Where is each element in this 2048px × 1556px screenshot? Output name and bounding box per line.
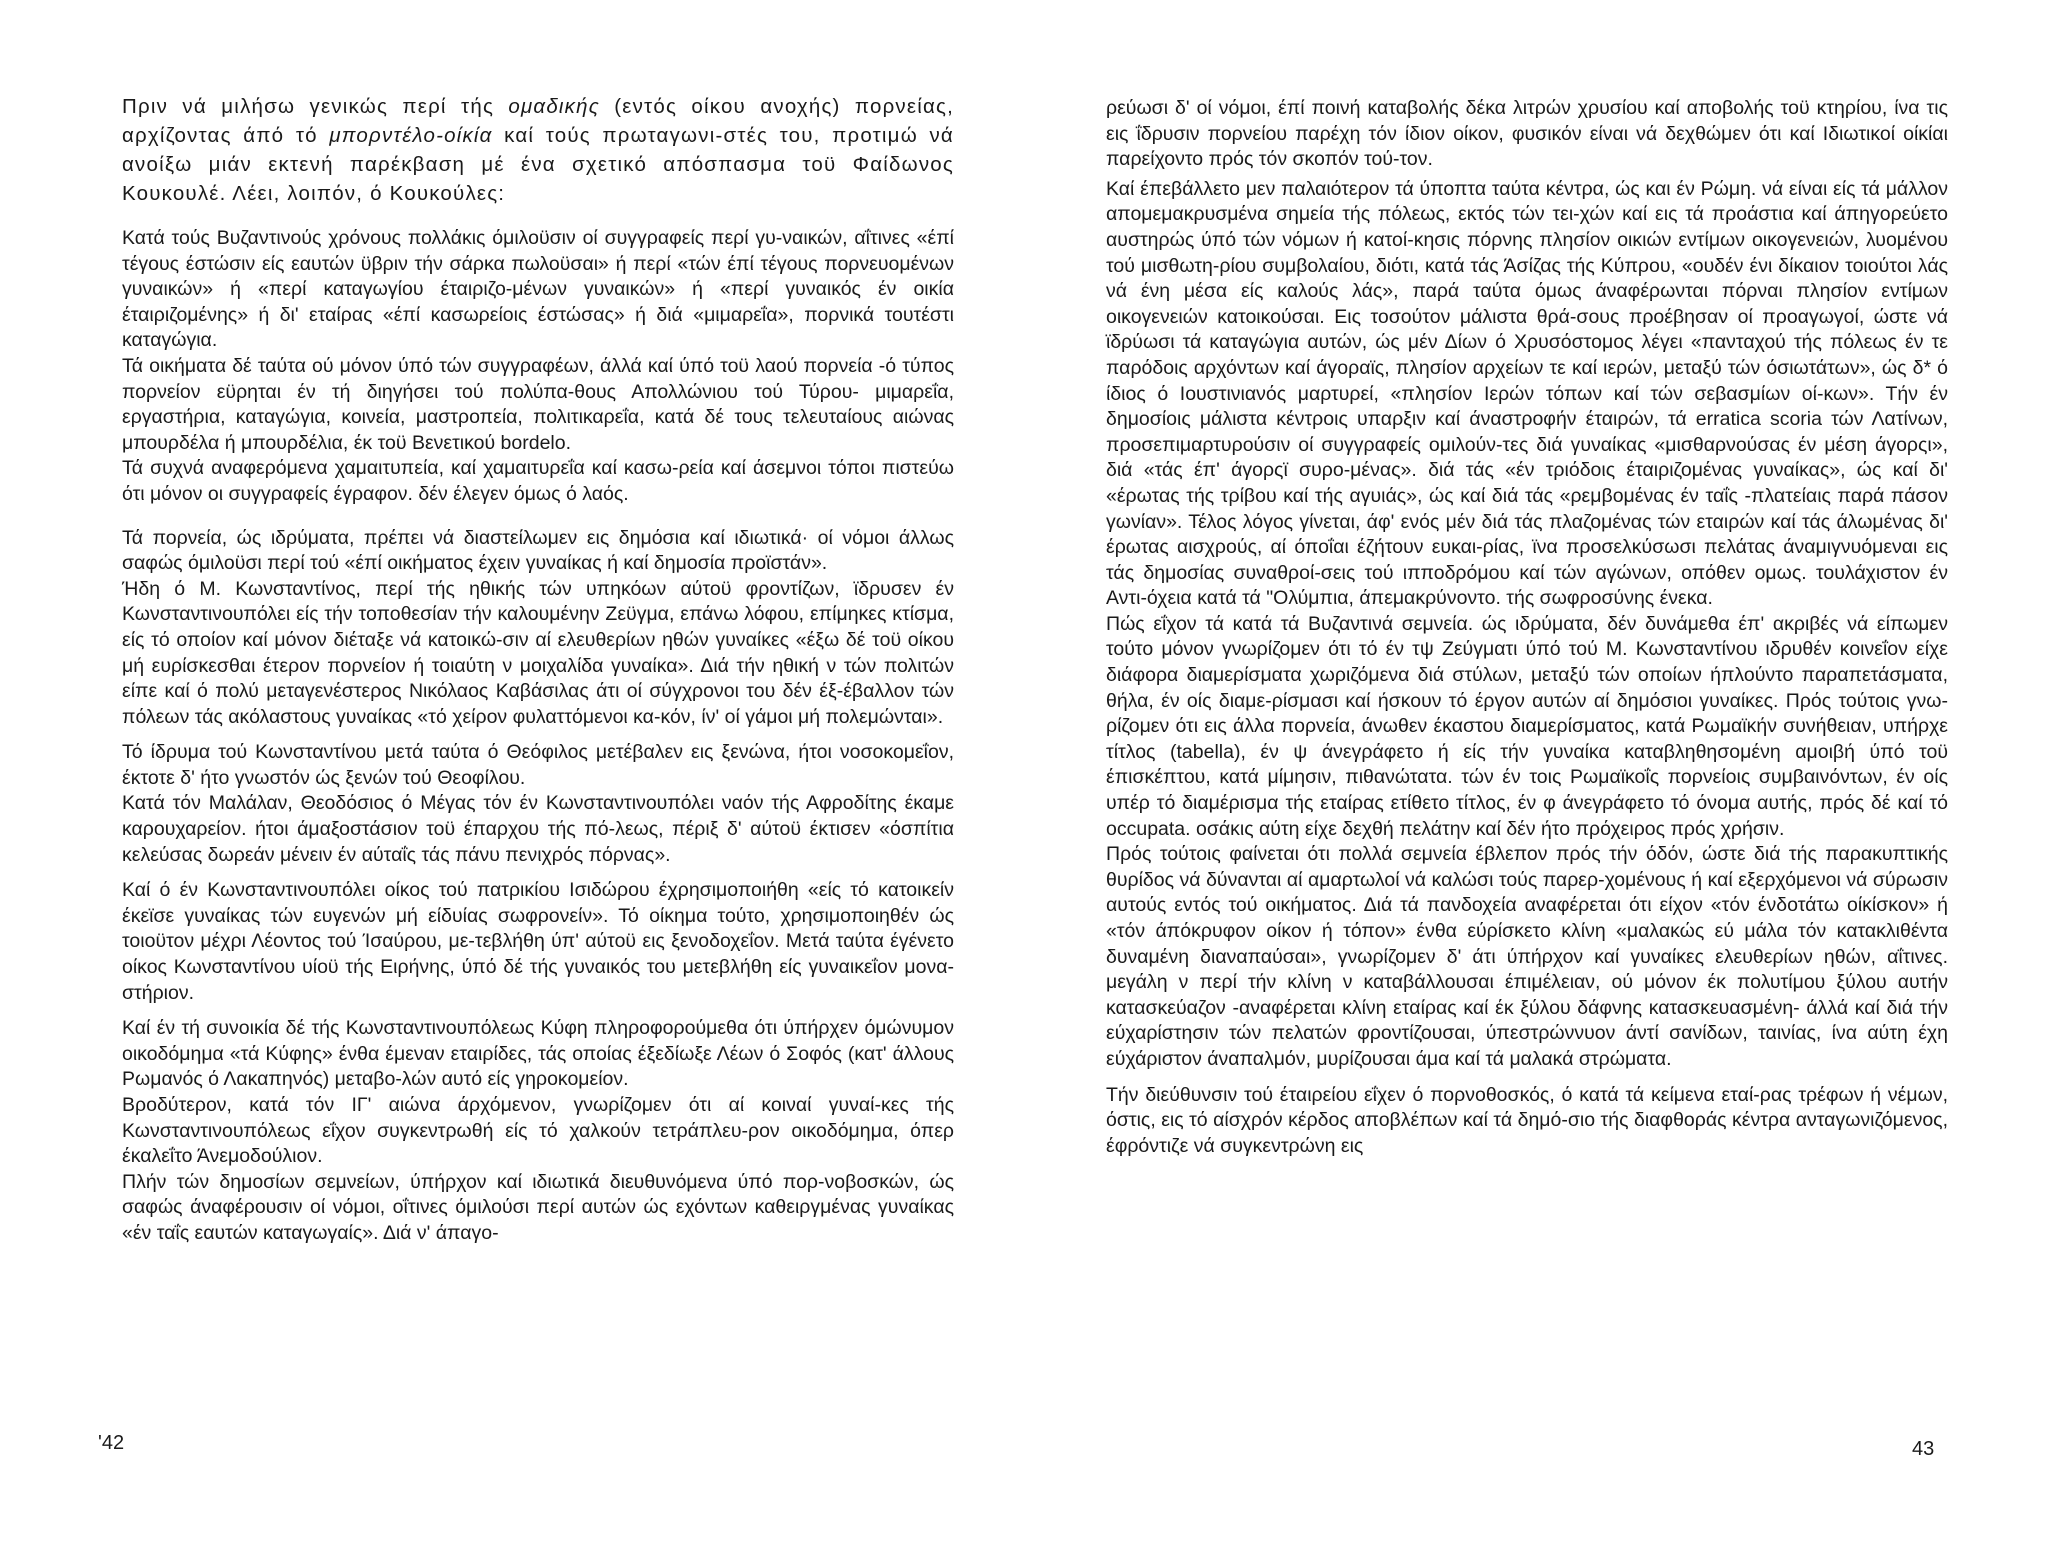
quote-paragraph: Τό ίδρυμα τού Κωνσταντίνου μετά ταύτα ό Θεόφιλος μετέβαλεν εις ξενώνα, ήτοι νοσοκομεΐον, έκτοτε δ' ήτο γνωστόν ώς ξενών τού Θεοφίλου. xyxy=(122,741,954,789)
quote-paragraph: Πώς εΐχον τά κατά τά Βυζαντινά σεμνεία. ώς ιδρύματα, δέν δυνάμεθα έπ' ακριβές νά είπωμεν τούτο μόνον γνωρίζομεν ότι τό έν τψ Ζεύγματι ύπό τού Μ. Κωνσταντίνου ιδρυθέν κοινεΐον είχε διάφορα διαμερίσματα χωριζόμενα διά στύλων, μεταξύ τών οποίων ήπλούντο παραπετάσματα, θήλα, έν οίς διαμε-ρίσμασι καί ήσκουν τό έργον αυτών αί δημόσιοι γυναίκες. Πρός τούτοις γνω-ρίζομεν ότι εις άλλα πορνεία, άνωθεν έκαστου διαμερίσματος, κατά Ρωμαϊκήν συνήθειαν, υπήρχε τίτλος (tabella), έν ψ άνεγράφετο ή είς τήν γυναίκα καταβληθησομένη αμοιβή ύπό τοϋ έπισκέπτου, κατά μίμησιν, πιθανώτατα. τών έν τοις Ρωμαϊκοΐς πορνείοις συμβαινόντων, έν οίς υπέρ τό διαμέρισμα τής εταίρας ετίθετο τίτλος, έν φ άνεγράφετο τό όνομα αυτής, πρός δέ καί τό occupata. οσάκις αύτη είχε δεχθή πελάτην καί δέν ήτο πρόχειρος πρός χρήσιν. xyxy=(1106,612,1948,840)
quote-paragraph: Πλήν τών δημοσίων σεμνείων, ύπήρχον καί ιδιωτικά διευθυνόμενα ύπό πορ-νοβοσκών, ώς σαφώς άναφέρουσιν οί νόμοι, οΐτινες όμιλούσι περί αυτών ώς εχόντων καθειργμένας γυναίκας «έν ταΐς εαυτών καταγωγαίς». Διά ν' άπαγο- xyxy=(122,1170,954,1244)
quote-paragraph: Τά πορνεία, ώς ιδρύματα, πρέπει νά διαστείλωμεν εις δημόσια καί ιδιωτικά· οί νόμοι άλλως σαφώς όμιλοϋσι περί τού «έπί οικήματος έχειν γυναίκας ή καί δημοσία προϊστάν». xyxy=(122,526,954,575)
intro-paragraph xyxy=(122,92,954,208)
quote-paragraph: Τά συχνά αναφερόμενα χαμαιτυπεία, καί χαμαιτυρεΐα καί κασω-ρεία καί άσεμνοι τόποι πιστεύω ότι μόνον οι συγγραφείς έγραφον. δέν έλεγεν όμως ό λαός. xyxy=(122,457,954,505)
quote-paragraph: Τήν διεύθυνσιν τού έταιρείου εΐχεν ό πορνοθοσκός, ό κατά τά κείμενα εταί-ρας τρέφων ή νέμων, όστις, εις τό αίσχρόν κέρδος αποβλέπων καί τά δημό-σιο τής διαφθοράς κέντρα ανταγωνιζόμενος, έφρόντιζε νά συγκεντρώνη εις xyxy=(1106,1083,1948,1157)
page-number: 43 xyxy=(1912,1438,1935,1460)
quote-paragraph: Καί ό έν Κωνσταντινουπόλει οίκος τού πατρικίου Ισιδώρου έχρησιμοποιήθη «είς τό κατοικείν έκεϊσε γυναίκας τών ευγενών μή είδυίας σωφρονείν». Τό οίκημα τούτο, χρησιμοποιηθέν ώς τοιοϋτον μέχρι Λέοντος τού Ίσαύρου, με-τεβλήθη ύπ' αύτοϋ εις ξενοδοχεΐον. Μετά ταύτα έγένετο οίκος Κωνσταντίνου υίοϋ τής Ειρήνης, ύπό δέ τής γυναικός του μετεβλήθη είς γυναικεΐον μονα-στήριον. xyxy=(122,879,954,1004)
intro-italic-1: ομαδικής xyxy=(508,95,600,118)
intro-text-2: (εντός οίκου ανοχής) πορνείας, αρχίζοντας άπό τό xyxy=(122,95,954,147)
quote-paragraph: Καί έπεβάλλετο μεν παλαιότερον τά ύποπτα ταύτα κέντρα, ώς και έν Ρώμη. νά είναι είς τά μάλλον απομεμακρυσμένα σημεία τής πόλεως, εκτός τών τει-χών καί εις τά προάστια καί άπηγορεύετο αυστηρώς ύπό τών νόμων ή κατοί-κησις πόρνης πλησίον οικιών εντίμων οικογενειών, λυομένου τού μισθωτη-ρίου συμβολαίου, διότι, κατά τάς Άσίζας τής Κύπρου, «ουδέν ένι δίκαιον τοιούτοι λάς νά ένη μέσα είς καλούς λάς», παρά ταύτα όμως άναφέρωνται πόρναι πλησίον εντίμων οικογενειών κατοικούσαι. Εις τοσούτον μάλιστα θρά-σους προέβησαν οί προαγωγοί, ώστε νά ϊδρύωσι τά καταγώγια αυτών, ώς μέν Δίων ό Χρυσόστομος λέγει «πανταχού τής πόλεως έν τε παρόδοις αρχόντων καί άγοραϊς, πλησίον αρχείων τε καί ιερών, μεταξύ τών όσιωτάτων», ώς δ* ό ίδιος ό Ιουστινιανός μαρτυρεί, «πλησίον Ιερών τόπων καί τών σεβασμίων οί-κων». Τήν έν δημοσίοις μάλιστα κέντροις υπαρξιν καί άναστροφήν έταιρών, τά erratica scoria τών Λατίνων, προσεπιμαρτυρούσιν οί συγγραφείς ομιλούν-τες διά γυναίκας «μισθαρνούσας έν μέση άγορςι», διά «τάς έπ' άγορςϊ συρο-μένας». διά τάς «έν τριόδοις έταιριζομένας γυναίκας», ώς καί δι' «έρωτας τής τρίβου καί τής αγυιάς», ώς καί διά τάς «ρεμβομένας έν ταΐς -πλατείαις παρά πάσον γωνίαν». Τέλος λόγος γίνεται, άφ' ενός μέν διά τάς πλαζομένας τών εταιρών καί τάς άλωμένας δι' έρωτας αισχρούς, αί όποΐαι έζήτουν ευκαι-ρίας, ϊνα προσελκύσωσι πελάτας άναμιγνυόμεναι εις τάς δημοσίας συναθροί-σεις τού ιπποδρόμου καί τών αγώνων, οπόθεν ομως. τουλάχιστον έν Αντι-όχεια κατά τά "Ολύμπια, άπεμακρύνοντο. τής σωφροσύνης ένεκα. xyxy=(1106,177,1948,610)
quote-paragraph: Κατά τούς Βυζαντινούς χρόνους πολλάκις όμιλοϋσιν οί συγγραφείς περί γυ-ναικών, αΐτινες «έπί τέγους έστώσιν είς εαυτών ϋβριν τήν σάρκα πωλοϋσαι» ή περί «τών έπί τέγους πορνευομένων γυναικών» ή «περί καταγωγίου έταιριζο-μένων γυναικών» ή «περί γυναικός έν οικία έταιριζομένης» ή δι' εταίρας «έπί κασωρείοις έστώσας» ή διά «μιμαρεΐα», πορνικά τουτέστι καταγώγια. xyxy=(122,227,954,352)
quote-paragraph: Κατά τόν Μαλάλαν, Θεοδόσιος ό Μέγας τόν έν Κωνσταντινουπόλει ναόν τής Αφροδίτης έκαμε καρουχαρείον. ήτοι άμαξοστάσιον τοϋ έπαρχου τής πό-λεως, πέριξ δ' αύτοϋ έκτισεν «όσπίτια κελεύσας δωρεάν μένειν έν αύταΐς τάς πάνυ πενιχρός πόρνας». xyxy=(122,792,954,866)
quote-paragraph: Βροδύτερον, κατά τόν ΙΓ' αιώνα άρχόμενον, γνωρίζομεν ότι αί κοιναί γυναί-κες τής Κωνσταντινουπόλεως εΐχον συγκεντρωθή είς τό χαλκούν τετράπλευ-ρον οικοδόμημα, όπερ έκαλεΐτο Άνεμοδούλιον. xyxy=(122,1094,954,1168)
left-text-column xyxy=(122,92,954,1247)
page-number: '42 xyxy=(98,1432,125,1454)
quote-paragraph: Τά οικήματα δέ ταύτα ού μόνον ύπό τών συγγραφέων, άλλά καί ύπό τοϋ λαού πορνεία -ό τύπος πορνείον εϋρηται έν τή διηγήσει τού πολύπα-θους Απολλώνιου τού Τύρου- μιμαρεΐα, εργαστήρια, καταγώγια, κοινεία, μαστροπεία, πολιτικαρεΐα, κατά δέ τους τελευταίους αιώνας μπουρδέλα ή μπουρδέλια, έκ τοϋ Βενετικού bordelo. xyxy=(122,354,954,454)
quote-paragraph: Πρός τούτοις φαίνεται ότι πολλά σεμνεία έβλεπον πρός τήν όδόν, ώστε διά τής παρακυπτικής θυρίδος νά δύνανται αί αμαρτωλοί νά καλώσι τούς παρερ-χομένους ή καί εξερχόμενοι νά σύρωσιν αυτούς εντός τού οικήματος. Διά τά πανδοχεία αναφέρεται ότι είχον «τόν ένδοτάτω οίκίσκον» ή «τόν άπόκρυφον οίκον ή τόπον» ένθα εύρίσκετο κλίνη «μαλακώς εύ μάλα τόν κατακλιθέντα δυναμένη διαναπαύσαι», γνωρίζομεν δ' άτι ύπήρχον καί γυναίκες ελευθερίων ηθών, αΐτινες. μεγάλη ν περί τήν κλίνη ν καταβάλλουσαι έπιμέλειαν, ού μόνον έκ πολυτίμου ξύλου αυτήν κατασκεύαζον -αναφέρεται κλίνη εταίρας καί έκ ξύλου δάφνης κατασκευασμένη- άλλά καί διά τήν εύχαρίστησιν τών πελατών φροντίζουσαι, ύπεστρώννυον άντί σανίδων, ταινίας, ίνα αύτη έχη εύχάριστον άναπαλμόν, μυρίζουσαι άμα καί τά μαλακά στρώματα. xyxy=(1106,843,1948,1070)
right-text-column xyxy=(1106,96,1948,1159)
intro-text-3: καί τούς πρωταγωνι-στές του, προτιμώ νά ανοίξω μιάν εκτενή παρέκβαση μέ ένα σχετικό απόσπασμα τοϋ Φαίδωνος Κουκουλέ. Λέει, λοιπόν, ό Κουκούλες: xyxy=(122,124,954,205)
quote-paragraph: Καί έν τή συνοικία δέ τής Κωνσταντινουπόλεως Κύφη πληροφορούμεθα ότι ύπήρχεν όμώνυμον οικοδόμημα «τά Κύφης» ένθα έμεναν εταιρίδες, τάς οποίας έξεδίωξε Λέων ό Σοφός (κατ' άλλους Ρωμανός ό Λακαπηνός) μεταβο-λών αυτό είς γηροκομείον. xyxy=(122,1017,954,1091)
intro-italic-2: μπορντέλο-οίκία xyxy=(329,124,493,147)
quote-paragraph: ρεύωσι δ' οί νόμοι, έπί ποινή καταβολής δέκα λιτρών χρυσίου καί αποβολής τοϋ κτηρίου, ίνα τις εις ΐδρυσιν πορνείου παρέχη τόν ίδιον οίκον, φυσικόν είναι νά δεχθώμεν ότι καί Ιδιωτικοί οίκίαι παρείχοντο πρός τόν σκοπόν τού-τον. xyxy=(1106,97,1948,171)
quote-paragraph: Ήδη ό Μ. Κωνσταντίνος, περί τής ηθικής τών υπηκόων αύτοϋ φροντίζων, ϊδρυσεν έν Κωνσταντινουπόλει είς τήν τοποθεσίαν τήν καλουμένην Ζεϋγμα, επάνω λόφου, επίμηκες κτίσμα, είς τό οποίον καί μόνον διέταξε νά κατοικώ-σιν αί ελευθερίων ηθών γυναίκες «έξω δέ τοϋ οίκου μή ευρίσκεσθαι έτερον πορνείον ή τοιαύτη ν μοιχαλίδα γυναίκα». Διά τήν ηθική ν τών πολιτών είπε καί ό πολύ μεταγενέστερος Νικόλαος Καβάσιλας άτι οί σύγχρονοι του δέν έξ-έβαλλον τών πόλεων τάς ακόλαστους γυναίκας «τό χείρον φυλαττόμενοι κα-κόν, ίν' οί γάμοι μή πολεμώνται». xyxy=(122,577,954,728)
right-page xyxy=(1024,0,2048,1556)
intro-text-1: Πριν νά μιλήσω γενικώς περί τής xyxy=(122,95,509,118)
